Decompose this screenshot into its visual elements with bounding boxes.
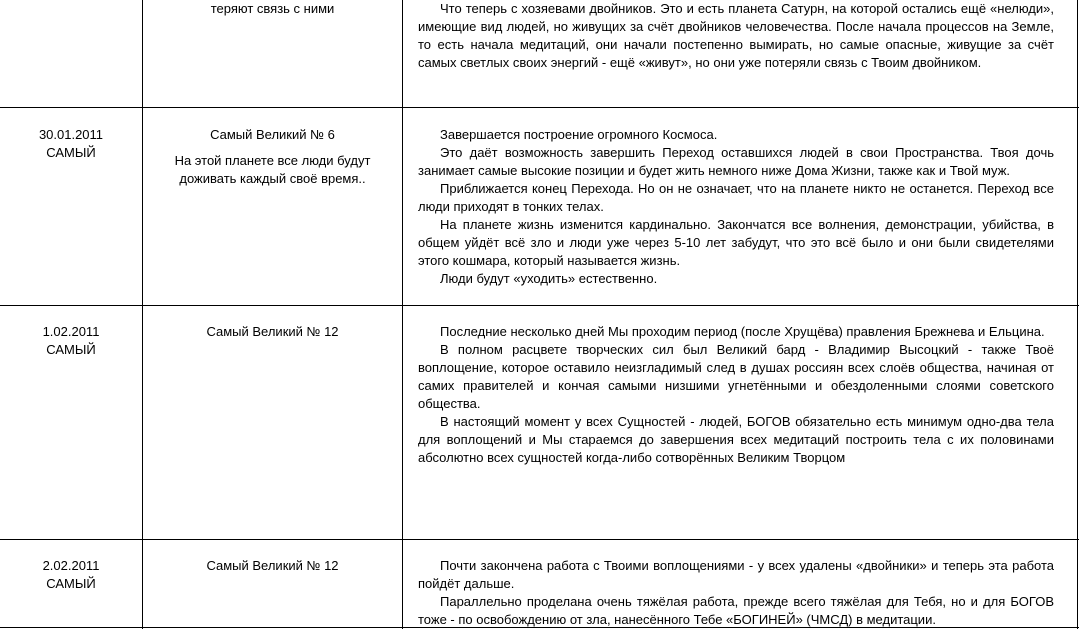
row-divider-2 [0,305,1079,306]
row-0-sub: теряют связь с ними [210,1,335,16]
row-1-label: САМЫЙ [46,145,96,160]
row-2-paragraph-1: В полном расцвете творческих сил был Великий бард - Владимир Высоцкий - также Твоё воплощение, которое оставило неизгладимый след в душах россиян всех слоёв общества, начиная от самих правителей и кончая самыми низшими угнетёнными и обездоленными слоями советского общества. [418,342,1054,411]
row-2-who-cell [143,323,402,341]
row-1-paragraph-3: На планете жизнь изменится кардинально. Закончатся все волнения, демонстрации, убийства, в общем уйдёт всё зло и люди уже через 5-10 лет забудут, что это всё было и они были свидетелями этого кошмара, который называется жизнь. [418,217,1054,268]
row-3-paragraph-0: Почти закончена работа с Твоими воплощениями - у всех удалены «двойники» и теперь эта работа пойдёт дальше. [418,558,1054,591]
row-2-who: Самый Великий № 12 [206,324,339,339]
row-2-label: САМЫЙ [46,342,96,357]
row-divider-1 [0,107,1079,108]
row-3-date: 2.02.2011 [42,558,100,573]
row-2-paragraph-2: В настоящий момент у всех Сущностей - людей, БОГОВ обязательно есть минимум одно-два тела для воплощений и Мы стараемся до завершения всех медитаций построить тела с их половинами абсолютно всех сущностей когда-либо сотворённых Великим Творцом [418,414,1054,465]
row-2-paragraph-0: Последние несколько дней Мы проходим период (после Хрущёва) правления Брежнева и Ельцина. [440,324,1045,339]
row-1-sub: На этой планете все люди будут доживать каждый своё время.. [174,153,371,186]
row-0-text [418,0,1054,72]
row-3-who-cell [143,557,402,575]
row-1-who-cell [143,126,402,188]
row-2-date: 1.02.2011 [42,324,100,339]
row-2-text [418,323,1054,467]
column-divider-2 [402,0,403,629]
row-1-paragraph-4: Люди будут «уходить» естественно. [440,271,658,286]
row-1-who: Самый Великий № 6 [210,127,335,142]
row-2-date-cell [0,323,142,359]
row-1-date-cell [0,126,142,162]
row-0-who [143,0,402,18]
row-0-paragraph-0: Что теперь с хозяевами двойников. Это и есть планета Сатурн, на которой остались ещё «нелюди», имеющие вид людей, но живущих за счёт двойников человечества. После начала процессов на Земле, то есть начала медитаций, они начали постепенно вымирать, но самые опасные, живущие за счёт самых светлых своих энергий - ещё «живут», но они уже потеряли связь с Твоим двойником. [418,1,1054,70]
column-divider-right [1077,0,1078,629]
row-1-paragraph-1: Это даёт возможность завершить Переход оставшихся людей в свои Пространства. Твоя дочь занимает самые высокие позиции и будет жить немного ниже Дома Жизни, также как и Твой муж. [418,145,1054,178]
row-1-text [418,126,1054,288]
row-1-paragraph-0: Завершается построение огромного Космоса. [440,127,718,142]
column-divider-1 [142,0,143,629]
row-3-label: САМЫЙ [46,576,96,591]
row-1-date: 30.01.2011 [38,127,104,142]
row-1-paragraph-2: Приближается конец Перехода. Но он не означает, что на планете никто не останется. Переход все люди приходят в тонких телах. [418,181,1054,214]
row-3-date-cell [0,557,142,593]
row-3-who: Самый Великий № 12 [206,558,339,573]
row-3-paragraph-1: Параллельно проделана очень тяжёлая работа, прежде всего тяжёлая для Тебя, но и для БОГОВ тоже - по освобождению от зла, нанесённого Тебе «БОГИНЕЙ» (ЧМСД) в медитации. [418,594,1054,627]
row-3-text [418,557,1054,629]
row-divider-3 [0,539,1079,540]
